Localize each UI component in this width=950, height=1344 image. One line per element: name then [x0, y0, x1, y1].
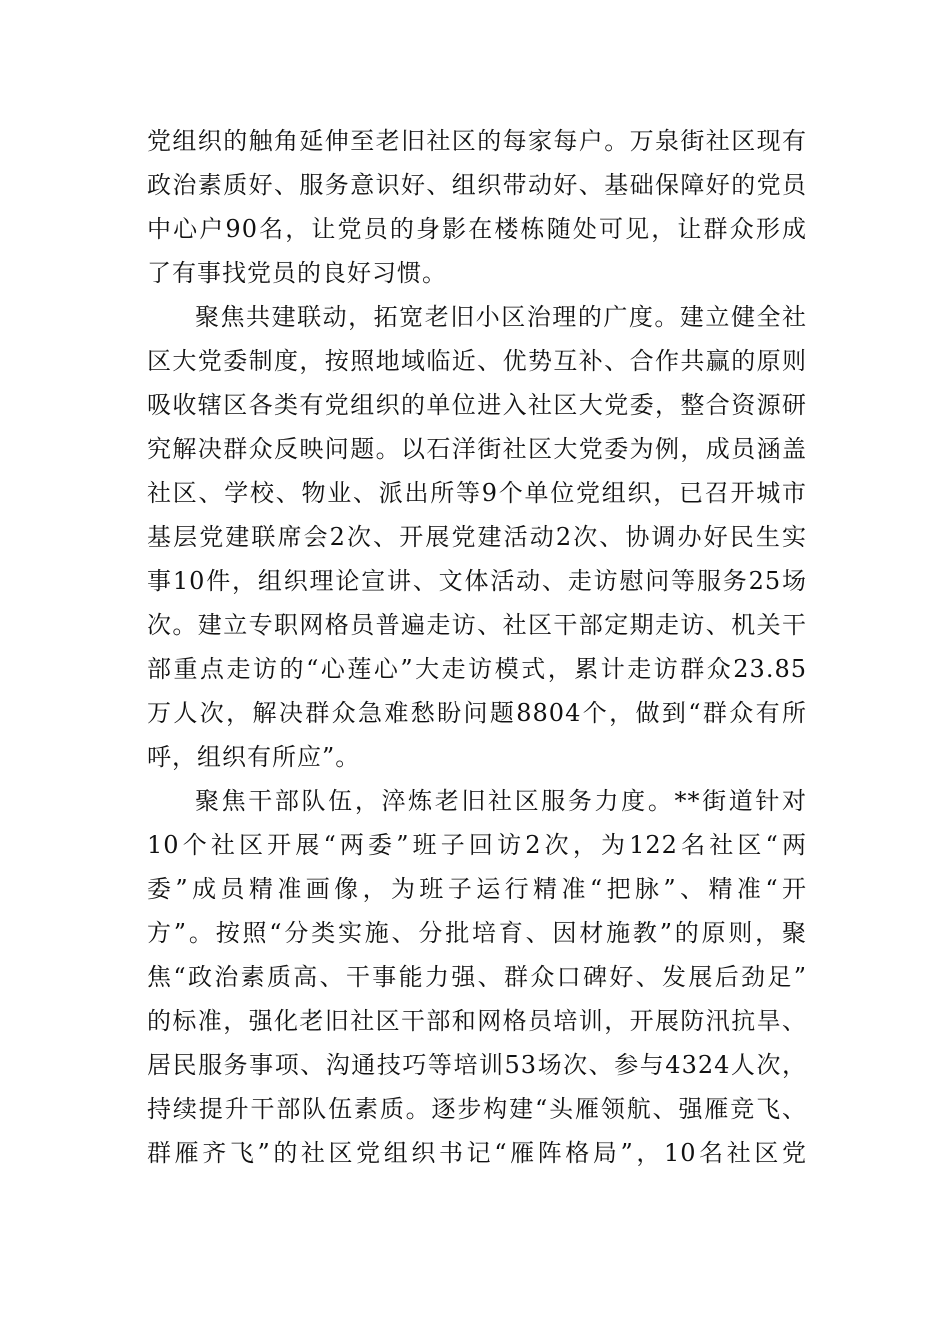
- paragraph-line: 群雁齐飞”的社区党组织书记“雁阵格局”，10名社区党: [147, 1139, 807, 1167]
- paragraph-line: 次。建立专职网格员普遍走访、社区干部定期走访、机关干: [147, 611, 807, 639]
- paragraph-line: 聚焦共建联动，拓宽老旧小区治理的广度。建立健全社: [195, 303, 807, 331]
- paragraph-2: [147, 295, 807, 779]
- paragraph-line: 方”。按照“分类实施、分批培育、因材施教”的原则，聚: [147, 919, 807, 947]
- paragraph-line: 呼，组织有所应”。: [147, 743, 361, 771]
- paragraph-line: 区大党委制度，按照地域临近、优势互补、合作共赢的原则: [147, 347, 807, 375]
- paragraph-line: 党组织的触角延伸至老旧社区的每家每户。万泉街社区现有: [147, 127, 807, 155]
- paragraph-line: 事10件，组织理论宣讲、文体活动、走访慰问等服务25场: [147, 567, 807, 595]
- paragraph-line: 究解决群众反映问题。以石洋街社区大党委为例，成员涵盖: [147, 435, 807, 463]
- paragraph-line: 部重点走访的“心莲心”大走访模式，累计走访群众23.85: [147, 655, 807, 683]
- paragraph-line: 了有事找党员的良好习惯。: [147, 259, 447, 287]
- paragraph-line: 居民服务事项、沟通技巧等培训53场次、参与4324人次，: [147, 1051, 807, 1079]
- paragraph-line: 中心户90名，让党员的身影在楼栋随处可见，让群众形成: [147, 215, 807, 243]
- paragraph-line: 聚焦干部队伍，淬炼老旧社区服务力度。**街道针对: [195, 787, 807, 815]
- paragraph-line: 焦“政治素质高、干事能力强、群众口碑好、发展后劲足”: [147, 963, 807, 991]
- paragraph-line: 委”成员精准画像，为班子运行精准“把脉”、精准“开: [147, 875, 807, 903]
- paragraph-1: [147, 119, 807, 295]
- paragraph-line: 吸收辖区各类有党组织的单位进入社区大党委，整合资源研: [147, 391, 807, 419]
- paragraph-line: 万人次，解决群众急难愁盼问题8804个，做到“群众有所: [147, 699, 807, 727]
- paragraph-line: 社区、学校、物业、派出所等9个单位党组织，已召开城市: [147, 479, 807, 507]
- paragraph-line: 基层党建联席会2次、开展党建活动2次、协调办好民生实: [147, 523, 807, 551]
- paragraph-3: [147, 779, 807, 1175]
- paragraph-line: 的标准，强化老旧社区干部和网格员培训，开展防汛抗旱、: [147, 1007, 807, 1035]
- body-text: [147, 119, 807, 1175]
- paragraph-line: 10个社区开展“两委”班子回访2次，为122名社区“两: [147, 831, 807, 859]
- paragraph-line: 政治素质好、服务意识好、组织带动好、基础保障好的党员: [147, 171, 807, 199]
- paragraph-line: 持续提升干部队伍素质。逐步构建“头雁领航、强雁竞飞、: [147, 1095, 807, 1123]
